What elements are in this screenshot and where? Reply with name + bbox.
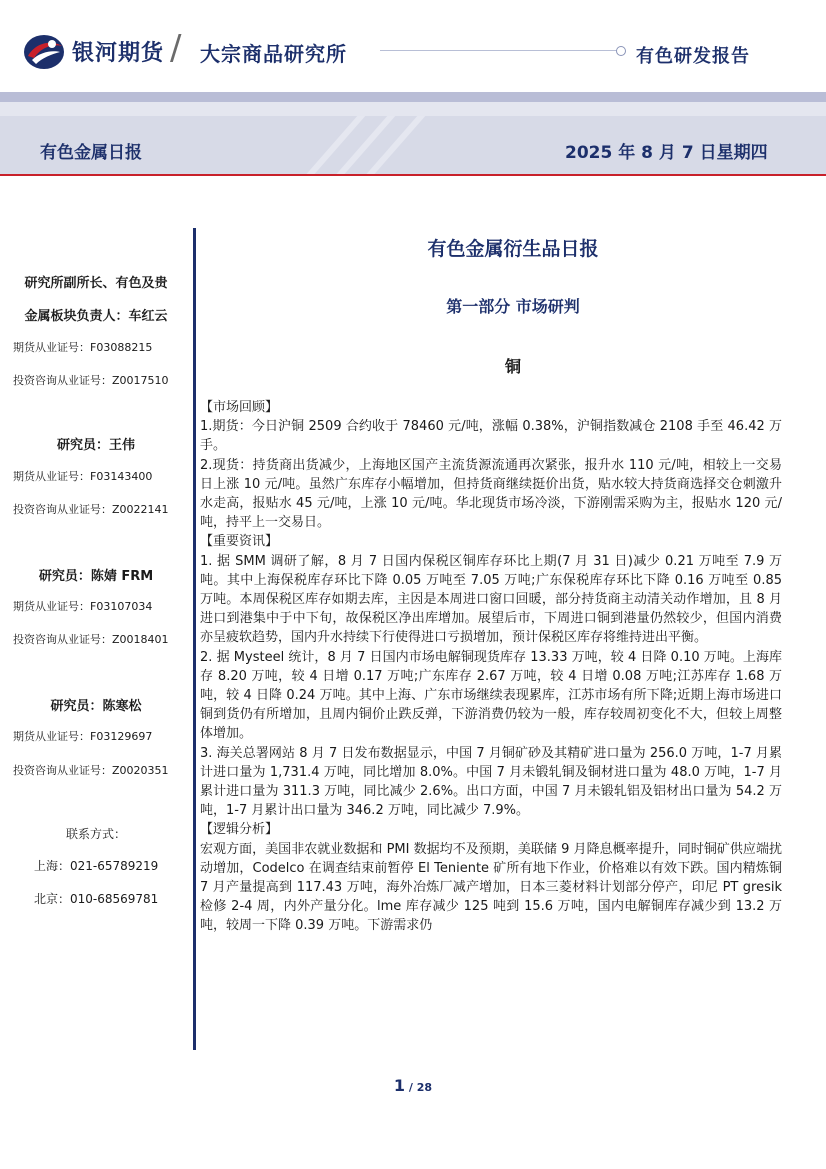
- contact-label: 联系方式：: [65, 827, 126, 841]
- header-rule: [380, 50, 620, 51]
- analyst-chenhansong-name: 研究员：陈寒松: [50, 699, 142, 714]
- header-separator: /: [170, 28, 182, 68]
- paragraph-analysis: 宏观方面，美国非农就业数据和 PMI 数据均不及预期，美联储 9 月降息概率提升，同时铜矿供应端扰动增加，Codelco 在调查结束前暂停 El Teniente 矿所有地下作业，价格难以有效下跌。国内精炼铜 7 月产量提高到 117.43 万吨，海外冶炼厂减产增加，日本三菱材料计划部分停产，印尼 PT gresik 检修 2-4 周，内外产量分化。lme 库存减少 125 吨到 15.6 万吨，国内电解铜库存减少到 13.2 万吨，较周一下降 0.39 万吨。下游需求仍: [200, 841, 782, 934]
- analyst-wangwei-license-advisory: 投资咨询从业证号：Z0022141: [13, 503, 169, 516]
- head-analyst-title-line2: 金属板块负责人：车红云: [24, 309, 168, 324]
- analyst-chenhansong-license-futures: 期货从业证号：F03129697: [13, 730, 153, 743]
- header-stripe-light: [0, 102, 826, 116]
- part-heading: 第一部分 市场研判: [446, 297, 580, 316]
- section-market-review: 【市场回顾】: [200, 400, 279, 415]
- galaxy-logo-icon: [22, 30, 66, 72]
- phone-beijing: 北京：010-68569781: [34, 892, 159, 906]
- daily-report-label: 有色金属日报: [40, 143, 142, 163]
- analyst-chenjing-license-advisory: 投资咨询从业证号：Z0018401: [13, 633, 169, 646]
- page-current: 1: [393, 1076, 406, 1095]
- head-analyst-title-line1: 研究所副所长、有色及贵: [24, 276, 168, 291]
- report-header: [0, 0, 826, 92]
- paragraph-news-3: 3. 海关总署网站 8 月 7 日发布数据显示，中国 7 月铜矿砂及其精矿进口量为 256.0 万吨，1-7 月累计进口量为 1,731.4 万吨，同比增加 8.0%。中国 7 月未锻轧铜及铜材进口量为 48.0 万吨，1-7 月累计进口量为 311.3 万吨，同比减少 2.6%。出口方面，中国 7 月未锻轧铝及铝材出口量为 54.2 万吨，1-7 月累计出口量为 346.2 万吨，同比减少 7.9%。: [200, 745, 782, 819]
- document-title: 有色金属衍生品日报: [427, 238, 599, 260]
- metal-heading: 铜: [504, 357, 521, 376]
- analyst-chenjing-name: 研究员：陈婧 FRM: [38, 569, 154, 584]
- report-date: 2025 年 8 月 7 日星期四: [565, 143, 768, 163]
- paragraph-news-2: 2. 据 Mysteel 统计，8 月 7 日国内市场电解铜现货库存 13.33 万吨，较 4 日降 0.10 万吨。上海库存 8.20 万吨，较 4 日增 0.17 万吨;广东库存 2.67 万吨，较 4 日增 0.08 万吨;江苏库存 1.68 万吨，较 4 日降 0.24 万吨。其中上海、广东市场继续表现累库，江苏市场有所下降;近期上海市场进口铜到货仍有所增加，且周内铜价止跌反弹，下游消费仍较为一般，库存较周初变化不大，但较上周整体增加。: [200, 649, 782, 742]
- paragraph-futures: 1.期货：今日沪铜 2509 合约收于 78460 元/吨，涨幅 0.38%，沪铜指数减仓 2108 手至 46.42 万手。: [200, 419, 782, 454]
- section-logic-analysis: 【逻辑分析】: [200, 822, 279, 838]
- institute-name: 大宗商品研究所: [200, 42, 347, 66]
- head-analyst-license-futures: 期货从业证号：F03088215: [13, 341, 153, 354]
- sidebar-divider: [193, 228, 196, 1050]
- company-name: 银河期货: [72, 41, 165, 66]
- paragraph-spot: 2.现货：持货商出货减少，上海地区国产主流货源流通再次紧张，报升水 110 元/吨，相较上一交易日上涨 10 元/吨。虽然广东库存小幅增加，但持货商继续挺价出货，贴水较大持货商选择交仓刺激升水走高，报贴水 45 元/吨，上涨 10 元/吨。华北现货市场冷淡，下游刚需采购为主，报贴水 120 元/吨，持平上一交易日。: [200, 457, 782, 531]
- paragraph-news-1: 1. 据 SMM 调研了解，8 月 7 日国内保税区铜库存环比上期(7 月 31 日)减少 0.21 万吨至 7.9 万吨。其中上海保税库存环比下降 0.05 万吨至 7.05 万吨;广东保税库存环比下降 0.16 万吨至 0.85 万吨。本周保税区库存如期去库，主因是本周进口窗口回暖，部分持货商主动清关动作增加，且 8 月进口到港集中于中下旬，故保税区净出库增加。展望后市，下周进口铜到港量仍然较少，但国内消费亦呈疲软趋势，国内升水持续下行使得进口亏损增加，预计保税区库存将维持进出平衡。: [200, 553, 782, 646]
- header-stripe-dark: [0, 92, 826, 102]
- header-red-rule: [0, 174, 826, 176]
- report-type: 有色研发报告: [636, 46, 750, 67]
- head-analyst-license-advisory: 投资咨询从业证号：Z0017510: [13, 374, 169, 387]
- analyst-wangwei-name: 研究员：王伟: [56, 438, 135, 453]
- page-separator: /: [405, 1081, 417, 1094]
- page-total: 28: [416, 1081, 433, 1094]
- analyst-chenjing-license-futures: 期货从业证号：F03107034: [13, 600, 153, 613]
- report-body: [200, 398, 782, 936]
- page-number: [0, 1076, 826, 1095]
- phone-shanghai: 上海：021-65789219: [34, 859, 159, 873]
- section-key-news: 【重要资讯】: [200, 534, 279, 550]
- analyst-chenhansong-license-advisory: 投资咨询从业证号：Z0020351: [13, 764, 169, 777]
- header-rule-dot: [616, 46, 626, 56]
- analyst-wangwei-license-futures: 期货从业证号：F03143400: [13, 470, 153, 483]
